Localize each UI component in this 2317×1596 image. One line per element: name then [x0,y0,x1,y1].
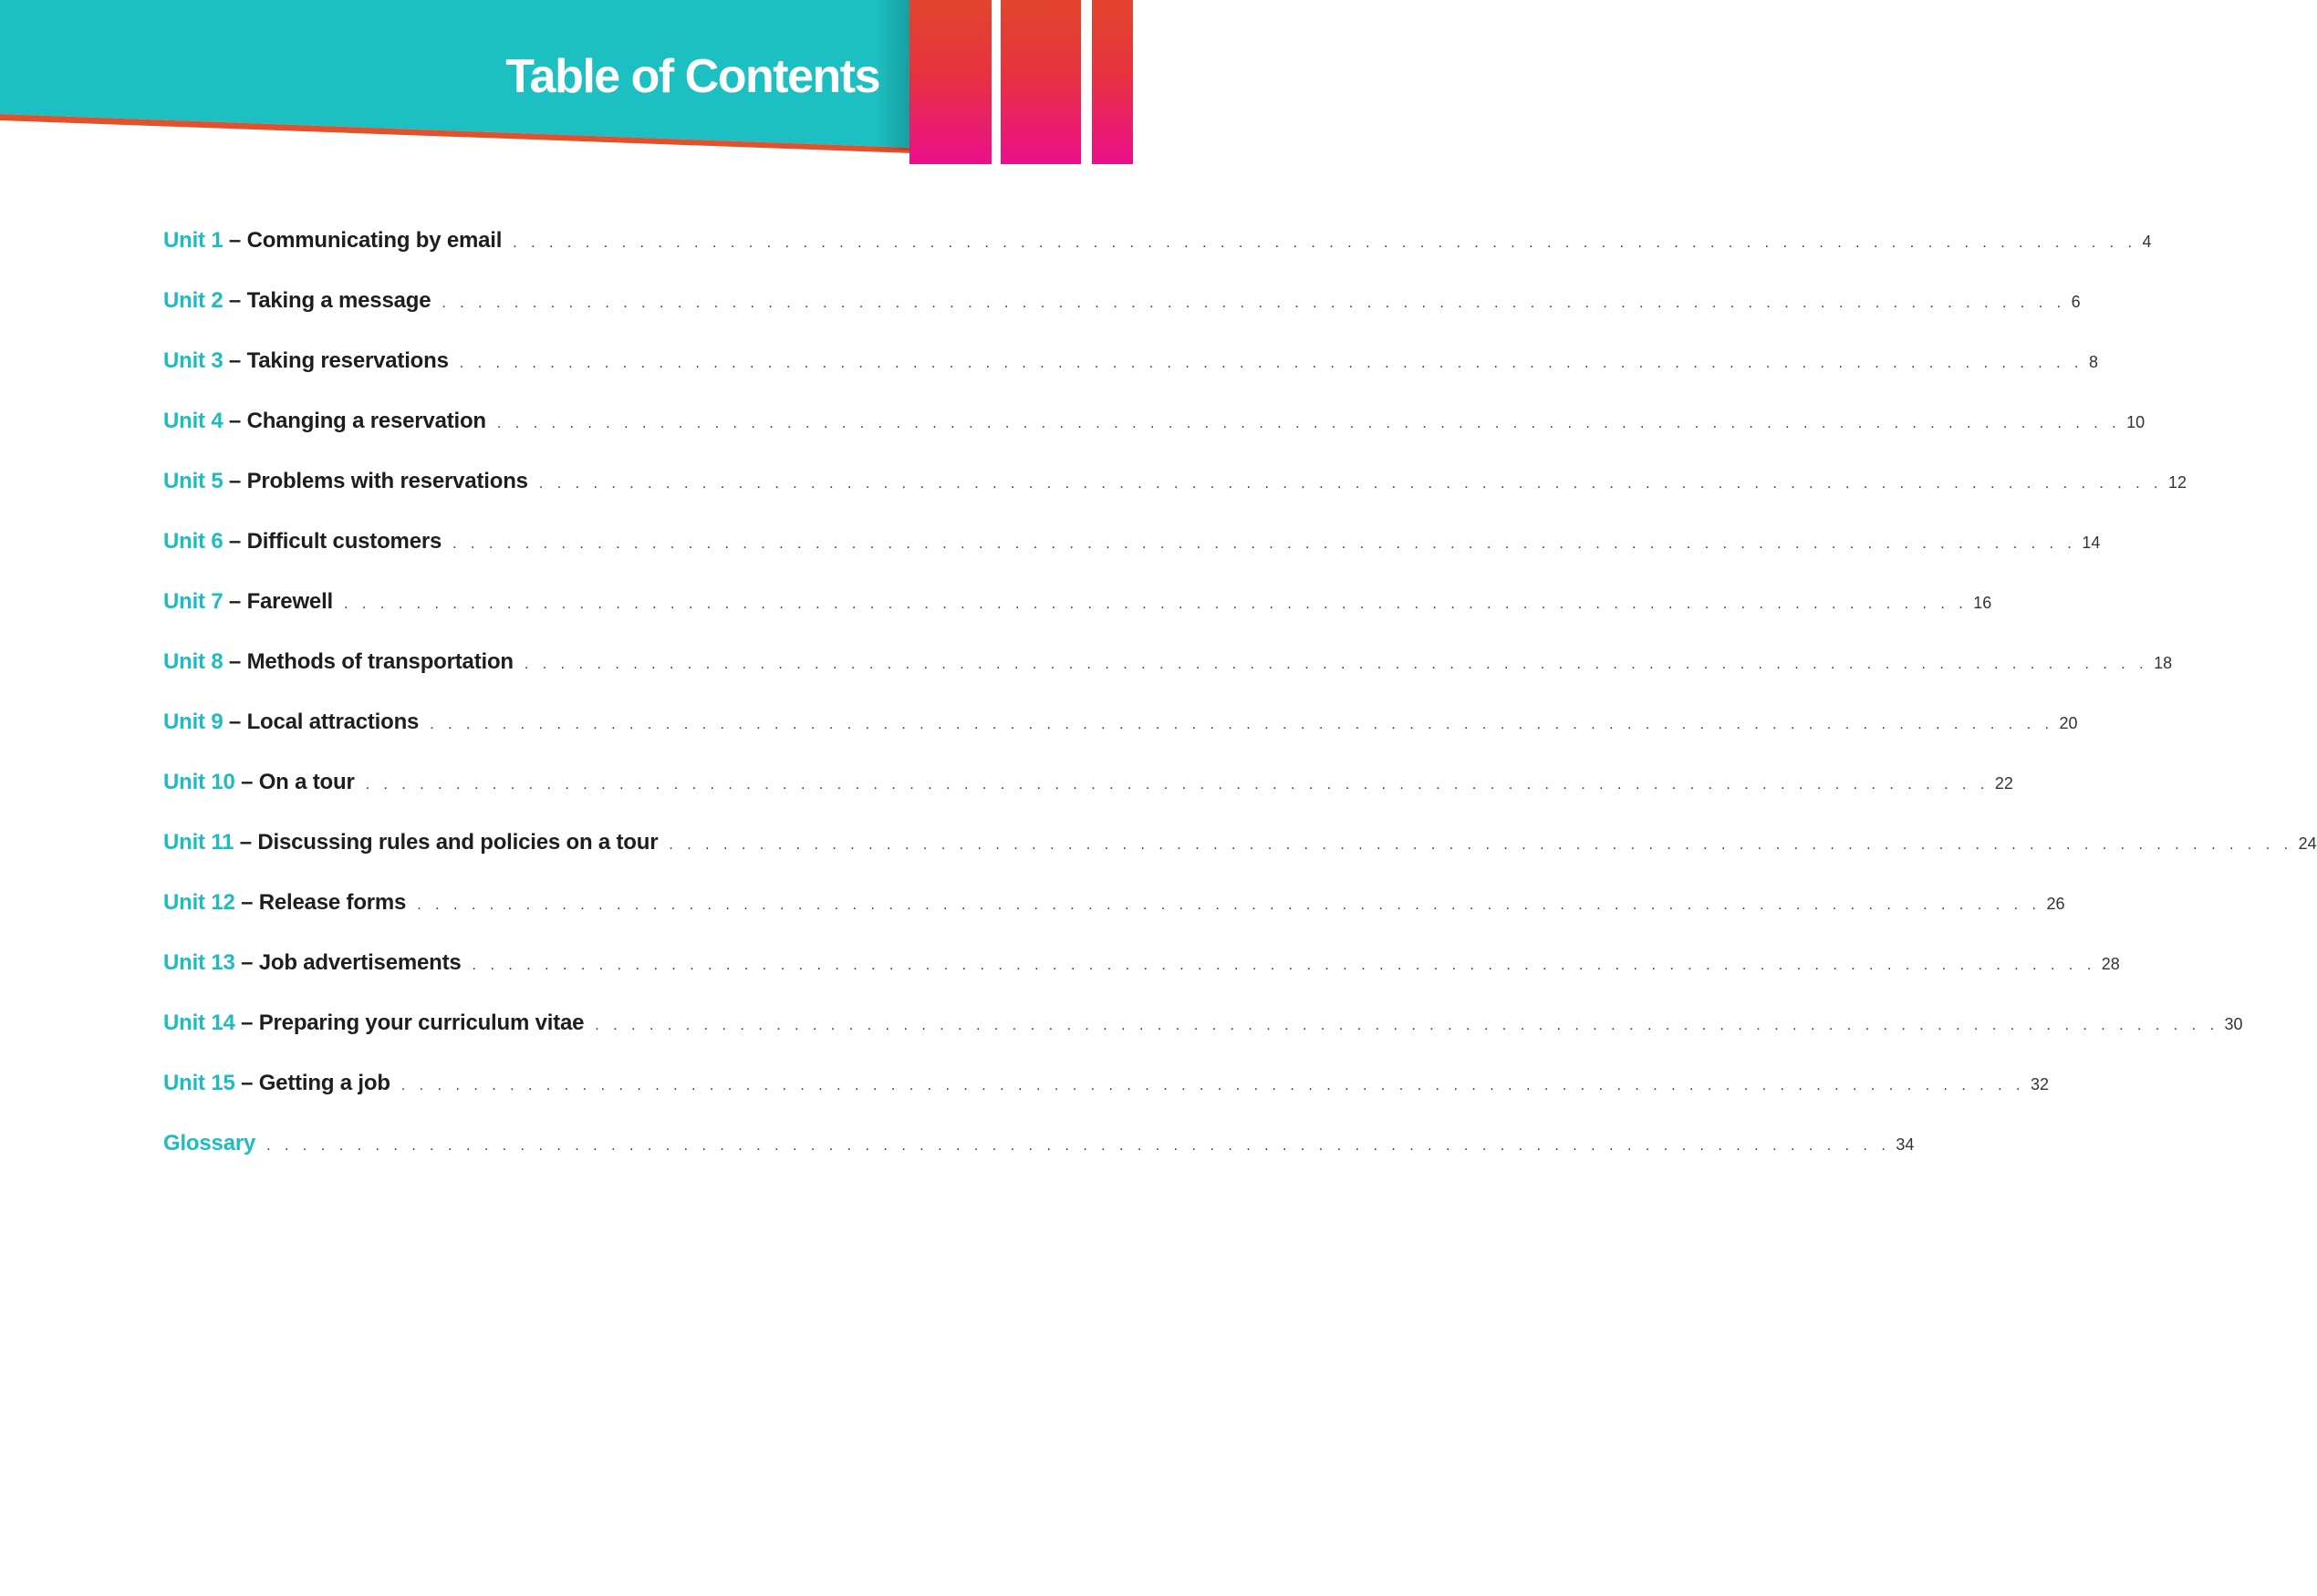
toc-entry-label [163,830,658,855]
toc-entry[interactable] [163,890,2065,950]
toc-dot-leader: . . . . . . . . . . . . . . . . . . . . . . . . . . . . . . . . . . . . . . . . . . . . . . . . . . . . . . . . . . . . . . . . . . . . . . . . . . . . . . . . . . . . . . . . . . [344,596,1969,612]
toc-dot-leader: . . . . . . . . . . . . . . . . . . . . . . . . . . . . . . . . . . . . . . . . . . . . . . . . . . . . . . . . . . . . . . . . . . . . . . . . . . . . . . . . . . . . . . . . . . [595,1018,2219,1033]
toc-entry[interactable] [163,228,2152,288]
toc-dot-leader: . . . . . . . . . . . . . . . . . . . . . . . . . . . . . . . . . . . . . . . . . . . . . . . . . . . . . . . . . . . . . . . . . . . . . . . . . . . . . . . . . . . . . . . . . . [669,837,2293,853]
toc-dot-leader: . . . . . . . . . . . . . . . . . . . . . . . . . . . . . . . . . . . . . . . . . . . . . . . . . . . . . . . . . . . . . . . . . . . . . . . . . . . . . . . . . . . . . . . . . . [459,356,2083,371]
toc-page-number: 12 [2168,473,2187,492]
toc-entry-label [163,228,502,254]
toc-unit-title: Taking reservations [246,348,449,373]
toc-page-number: 34 [1896,1135,1915,1154]
toc-unit-number: Unit 11 [163,830,234,855]
toc-entry[interactable] [163,529,2101,589]
toc-unit-number: Glossary [163,1131,256,1156]
toc-separator: – [223,529,247,554]
toc-page-number: 24 [2298,834,2317,853]
toc-entry[interactable] [163,1071,2050,1131]
toc-page-number: 14 [2082,534,2101,552]
toc-entry[interactable] [163,830,2317,890]
toc-unit-title: Changing a reservation [246,409,486,433]
toc-entry-label [163,288,431,314]
toc-unit-title: Farewell [246,589,334,614]
toc-page-number: 4 [2142,233,2152,251]
toc-unit-title: Communicating by email [246,228,503,253]
toc-dot-leader: . . . . . . . . . . . . . . . . . . . . . . . . . . . . . . . . . . . . . . . . . . . . . . . . . . . . . . . . . . . . . . . . . . . . . . . . . . . . . . . . . . . . . . . . . . [365,777,1990,793]
toc-dot-leader: . . . . . . . . . . . . . . . . . . . . . . . . . . . . . . . . . . . . . . . . . . . . . . . . . . . . . . . . . . . . . . . . . . . . . . . . . . . . . . . . . . . . . . . . . . [513,235,2137,251]
toc-separator: – [234,770,259,794]
toc-entry-label [163,710,419,735]
toc-unit-title: Methods of transportation [246,649,514,674]
toc-page-number: 8 [2088,353,2098,371]
toc-entry-label [163,649,514,675]
toc-dot-leader: . . . . . . . . . . . . . . . . . . . . . . . . . . . . . . . . . . . . . . . . . . . . . . . . . . . . . . . . . . . . . . . . . . . . . . . . . . . . . . . . . . . . . . . . . . [430,717,2054,732]
toc-unit-title: Discussing rules and policies on a tour [257,830,659,855]
toc-unit-number: Unit 3 [163,348,223,373]
toc-page-number: 28 [2101,955,2120,973]
toc-separator: – [223,288,247,313]
toc-unit-title: Release forms [258,890,407,915]
toc-entry[interactable] [163,288,2081,348]
page-title: Table of Contents [505,50,879,103]
toc-unit-title: On a tour [258,770,355,794]
toc-separator: – [223,348,247,373]
toc-entry[interactable] [163,348,2098,409]
toc-dot-leader: . . . . . . . . . . . . . . . . . . . . . . . . . . . . . . . . . . . . . . . . . . . . . . . . . . . . . . . . . . . . . . . . . . . . . . . . . . . . . . . . . . . . . . . . . . [266,1138,1891,1154]
toc-unit-number: Unit 14 [163,1010,235,1035]
toc-unit-number: Unit 15 [163,1071,235,1095]
toc-page-number: 32 [2031,1075,2050,1093]
decorative-tab-3 [1092,0,1133,164]
toc-unit-number: Unit 5 [163,469,223,493]
toc-entry[interactable] [163,1131,1915,1191]
toc-unit-number: Unit 7 [163,589,223,614]
toc-list [163,228,2317,1191]
toc-entry-label [163,890,406,916]
toc-separator: – [223,589,247,614]
toc-dot-leader: . . . . . . . . . . . . . . . . . . . . . . . . . . . . . . . . . . . . . . . . . . . . . . . . . . . . . . . . . . . . . . . . . . . . . . . . . . . . . . . . . . . . . . . . . . [452,536,2077,552]
toc-entry[interactable] [163,950,2120,1010]
toc-page-number: 6 [2071,293,2081,311]
toc-dot-leader: . . . . . . . . . . . . . . . . . . . . . . . . . . . . . . . . . . . . . . . . . . . . . . . . . . . . . . . . . . . . . . . . . . . . . . . . . . . . . . . . . . . . . . . . . . [442,295,2066,311]
toc-entry[interactable] [163,770,2013,830]
toc-dot-leader: . . . . . . . . . . . . . . . . . . . . . . . . . . . . . . . . . . . . . . . . . . . . . . . . . . . . . . . . . . . . . . . . . . . . . . . . . . . . . . . . . . . . . . . . . . [538,476,2164,492]
toc-unit-number: Unit 9 [163,710,223,734]
toc-unit-title: Local attractions [246,710,420,734]
toc-entry[interactable] [163,469,2187,529]
toc-entry-label [163,529,442,554]
toc-entry-label [163,1010,584,1036]
toc-entry-label [163,409,486,434]
toc-dot-leader: . . . . . . . . . . . . . . . . . . . . . . . . . . . . . . . . . . . . . . . . . . . . . . . . . . . . . . . . . . . . . . . . . . . . . . . . . . . . . . . . . . . . . . . . . . [472,958,2096,973]
toc-entry-label [163,1131,255,1156]
toc-page-number: 22 [1994,774,2013,793]
toc-entry-label [163,950,462,976]
toc-entry[interactable] [163,409,2146,469]
decorative-tab-2 [1001,0,1081,164]
toc-page-number: 30 [2224,1015,2243,1033]
toc-entry[interactable] [163,649,2173,710]
toc-separator: – [223,469,247,493]
toc-entry[interactable] [163,1010,2243,1071]
toc-entry-label [163,348,449,374]
toc-separator: – [234,1010,259,1035]
toc-dot-leader: . . . . . . . . . . . . . . . . . . . . . . . . . . . . . . . . . . . . . . . . . . . . . . . . . . . . . . . . . . . . . . . . . . . . . . . . . . . . . . . . . . . . . . . . . . [417,897,2042,913]
toc-separator: – [234,890,259,915]
toc-page-number: 16 [1973,594,1992,612]
toc-unit-title: Problems with reservations [246,469,528,493]
toc-separator: – [223,710,247,734]
toc-page-number: 10 [2126,413,2146,431]
toc-unit-number: Unit 6 [163,529,223,554]
toc-separator: – [234,950,259,975]
toc-unit-number: Unit 13 [163,950,235,975]
toc-unit-title: Difficult customers [246,529,442,554]
toc-entry-label [163,589,333,615]
toc-unit-title: Getting a job [258,1071,390,1095]
toc-unit-number: Unit 10 [163,770,235,794]
toc-dot-leader: . . . . . . . . . . . . . . . . . . . . . . . . . . . . . . . . . . . . . . . . . . . . . . . . . . . . . . . . . . . . . . . . . . . . . . . . . . . . . . . . . . . . . . . . . . [400,1078,2025,1093]
toc-dot-leader: . . . . . . . . . . . . . . . . . . . . . . . . . . . . . . . . . . . . . . . . . . . . . . . . . . . . . . . . . . . . . . . . . . . . . . . . . . . . . . . . . . . . . . . . . . [496,416,2122,431]
toc-unit-number: Unit 12 [163,890,235,915]
toc-unit-number: Unit 1 [163,228,223,253]
toc-unit-number: Unit 4 [163,409,223,433]
toc-unit-title: Preparing your curriculum vitae [258,1010,585,1035]
toc-separator: – [234,830,258,855]
toc-separator: – [223,649,247,674]
toc-unit-number: Unit 8 [163,649,223,674]
toc-unit-number: Unit 2 [163,288,223,313]
toc-separator: – [223,228,247,253]
toc-unit-title: Taking a message [246,288,431,313]
decorative-tab-1 [909,0,992,164]
toc-entry-label [163,1071,390,1096]
toc-page-number: 20 [2059,714,2078,732]
toc-entry[interactable] [163,589,1992,649]
toc-separator: – [223,409,247,433]
toc-entry-label [163,770,355,795]
toc-page-number: 18 [2154,654,2173,672]
toc-page-number: 26 [2046,895,2065,913]
toc-unit-title: Job advertisements [258,950,462,975]
toc-entry-label [163,469,528,494]
toc-entry[interactable] [163,710,2078,770]
toc-dot-leader: . . . . . . . . . . . . . . . . . . . . . . . . . . . . . . . . . . . . . . . . . . . . . . . . . . . . . . . . . . . . . . . . . . . . . . . . . . . . . . . . . . . . . . . . . . [524,657,2149,672]
toc-separator: – [234,1071,259,1095]
